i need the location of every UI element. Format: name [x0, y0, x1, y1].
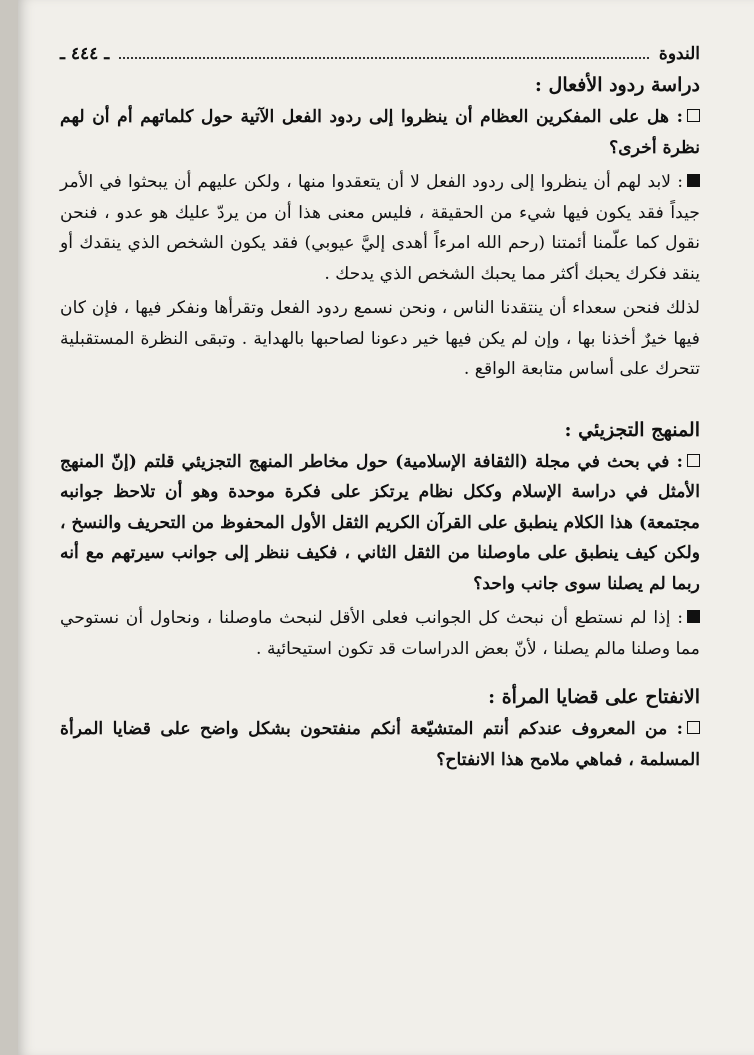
- book-page: [18, 0, 754, 1055]
- section-heading-partial-method: المنهج التجزيئي :: [564, 418, 700, 441]
- question-square-icon: [687, 721, 700, 734]
- question-paragraph: : في بحث في مجلة (الثقافة الإسلامية) حول مخاطر المنهج التجزيئي قلتم (إنّ المنهج الأمثل في دراسة الإسلام وككل نظام يرتكز على فكرة موحدة وهو أن تلاحظ جوانبه مجتمعة) هذا الكلام ينطبق على القرآن الكريم الثقل الأول المحفوظ من التحريف والنسخ ، ولكن كيف ينطبق على ماوصلنا من الثقل الثاني ، فكيف ننظر إلى جوانب سيرتهم مع أنه ربما لم يصلنا سوى جانب واحد؟: [60, 451, 700, 594]
- answer-square-icon: [687, 174, 700, 187]
- section-gap: [60, 668, 700, 682]
- answer-square-icon: [687, 610, 700, 623]
- section-gap: [60, 389, 700, 415]
- question-square-icon: [687, 454, 700, 467]
- body-paragraph: لذلك فنحن سعداء أن ينتقدنا الناس ، ونحن نسمع ردود الفعل وتقرأها ونفكر فيها ، فإن كان فيها خيرٌ أخذنا بها ، وإن لم يكن فيها خير دعونا لصاحبها بالهداية . وتبقى النظرة المستقبلية تتحرك على أساس متابعة الواقع .: [60, 298, 700, 379]
- page-number: ـ ٤٤٤ ـ: [60, 44, 110, 64]
- running-header: [60, 44, 700, 64]
- header-dotted-leader: [119, 57, 649, 59]
- section-heading-women-issues: الانفتاح على قضايا المرأة :: [488, 686, 700, 708]
- question-paragraph: : من المعروف عندكم أنتم المتشيّعة أنكم منفتحون بشكل واضح على قضايا المرأة المسلمة ، فماهي ملامح هذا الانفتاح؟: [60, 719, 700, 770]
- question-paragraph: : هل على المفكرين العظام أن ينظروا إلى ردود الفعل الآتية حول كلماتهم أم أن لهم نظرة أخرى؟: [60, 107, 700, 158]
- header-title: الندوة: [658, 44, 700, 64]
- answer-paragraph: : إذا لم نستطع أن نبحث كل الجوانب فعلى الأقل لنبحث ماوصلنا ، ونحاول أن نستوحي مما وصلنا مالم يصلنا ، لأنّ بعض الدراسات قد تكون استيحائية .: [60, 608, 700, 659]
- answer-paragraph: : لابد لهم أن ينظروا إلى ردود الفعل لا أن يتعقدوا منها ، ولكن عليهم أن يبحثوا في الأمر جيداً فقد يكون فيها شيء من الحقيقة ، فليس معنى هذا أن من يردّ عليك هو عدو ، فنحن نقول كما علّمنا أئمتنا (رحم الله امرءاً أهدى إليَّ عيوبي) فقد يكون الشخص الذي ينقدك أو ينقد فكرك يحبك أكثر مما يحبك الشخص الذي يدحك .: [60, 172, 700, 284]
- section-heading-reactions: دراسة ردود الأفعال :: [534, 74, 700, 96]
- question-square-icon: [687, 109, 700, 122]
- page-content: [60, 44, 700, 779]
